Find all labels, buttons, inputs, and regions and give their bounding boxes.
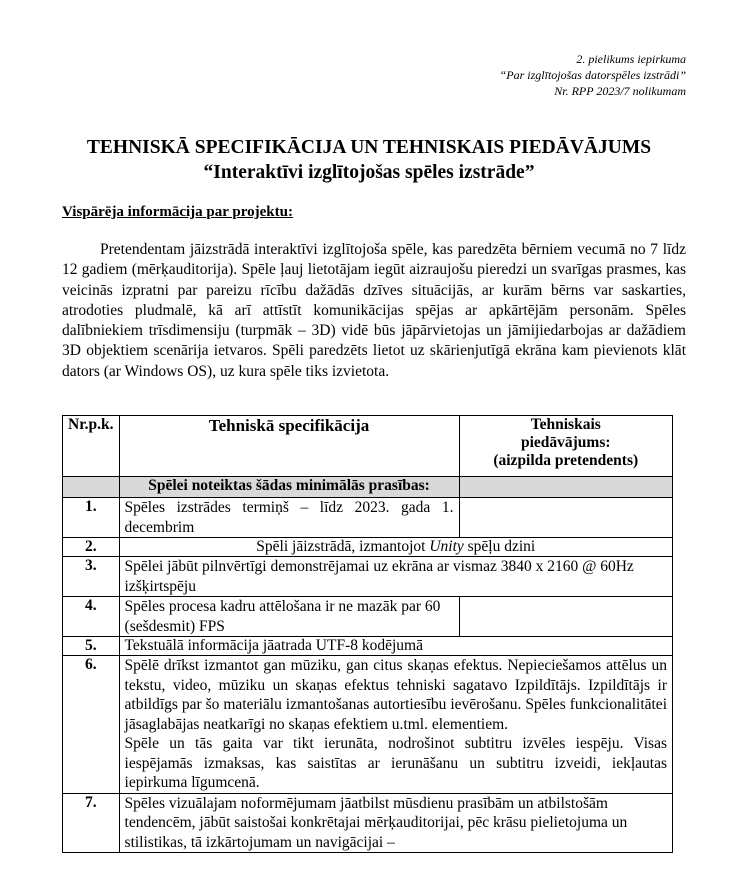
row-spec-paragraph-1: Spēlē drīkst izmantot gan mūziku, gan citus skaņas efektus. Nepieciešamos attēlus un tekstu, video, mūziku un skaņas efektus tehniski sagatavo Izpildītājs. Izpildītājs ir atbildīgs par šo materiālu izmantošanas autortiesību ievērošanu. Spēles funkcionalitātei jāsaglabājas neatkarīgi no skaņas efektiem u.tml. elementiem. [124,657,667,733]
row-spec-text [119,656,672,794]
row-spec-text: Tekstuālā informācija jāatrada UTF-8 kodējumā [119,637,672,656]
offer-cell[interactable] [459,498,672,538]
table-row [63,656,673,794]
row-spec-text [119,538,672,557]
table-header-row [63,416,673,477]
header-offer-line-2: piedāvājums: [520,434,611,451]
header-offer-line-1: Tehniskais [530,416,601,433]
header-offer [459,416,672,477]
annex-note-line-2: “Par izglītojošas datorspēles izstrādi” [499,68,686,82]
row-number: 2. [63,538,120,557]
document-title: TEHNISKĀ SPECIFIKĀCIJA UN TEHNISKAIS PIEDĀVĀJUMS [86,137,652,158]
row-number: 1. [63,498,120,538]
offer-cell[interactable] [459,597,672,637]
unity-engine-name: Unity [429,538,464,555]
row-spec-text: Spēlei jābūt pilnvērtīgi demonstrējamai uz ekrāna ar vismaz 3840 x 2160 @ 60Hz izšķirtspēju [119,557,672,597]
table-row [63,793,673,853]
row-spec-text: Spēles procesa kadru attēlošana ir ne mazāk par 60 (sešdesmit) FPS [119,597,459,637]
row-number: 4. [63,597,120,637]
row-number: 5. [63,637,120,656]
row-number: 7. [63,793,120,853]
section-heading: Vispārēja informācija par projektu: [62,204,293,220]
header-specification: Tehniskā specifikācija [119,416,459,477]
document-subtitle: “Interaktīvi izglītojošas spēles izstrāde” [203,162,535,183]
table-row [63,538,673,557]
table-row [63,597,673,637]
row-spec-text: Spēles izstrādes termiņš – līdz 2023. gada 1. decembrim [119,498,459,538]
table-row [63,498,673,538]
row-number: 3. [63,557,120,597]
table-row [63,557,673,597]
header-offer-line-3: (aizpilda pretendents) [493,452,639,469]
annex-note-line-3: Nr. RPP 2023/7 nolikumam [554,84,686,98]
row-number: 6. [63,656,120,794]
row-spec-paragraph-2: Spēle un tās gaita var tikt ierunāta, nodrošinot subtitru izvēles iespēju. Visas iespējamās izmaksas, kas saistītas ar ierunāšanu un subtitru izveidi, iekļautas iepirkuma līgumcenā. [124,735,667,791]
row-spec-text: Spēles vizuālajam noformējumam jāatbilst mūsdienu prasībām un atbilstošām tendencēm, jābūt saistošai konkrētajai mērķauditorijai, pēc krāsu pielietojuma un stilistikas, tā izkārtojumam un navigācijai – [119,793,672,853]
subheader-empty-cell [63,477,120,498]
annex-note-line-1: 2. pielikums iepirkuma [576,52,686,66]
subheader-empty-cell [459,477,672,498]
specification-table [62,415,673,853]
row-spec-text-part: spēļu dzini [463,538,536,555]
header-nr: Nr.p.k. [63,416,120,477]
annex-reference-note [500,51,686,99]
table-row [63,637,673,656]
table-subheader-row [63,477,673,498]
subheader-cell: Spēlei noteiktas šādas minimālās prasības: [119,477,459,498]
intro-paragraph: Pretendentam jāizstrādā interaktīvi izglītojoša spēle, kas paredzēta bērniem vecumā no 7 līdz 12 gadiem (mērķauditorija). Spēle ļauj lietotājam iegūt aizraujošu pieredzi un svarīgas prasmes, kas veicinās izpratni par pareizu rīcību dažādās dzīves situācijās, ar kurām bērns var saskarties, atrodoties pludmalē, kā arī attīstīt komunikācijas spējas ar apkārtējām personām. Spēles dalībniekiem trīsdimensiju (turpmāk – 3D) vidē būs jāpārvietojas un jāmijiedarbojas ar dažādiem 3D objektiem scenārija ietvaros. Spēli paredzēts lietot uz skārienjutīgā ekrāna kam pievienots klāt dators (ar Windows OS), uz kura spēle tiks izvietota. [62,241,686,380]
row-spec-text-part: Spēli jāizstrādā, izmantojot [256,538,430,555]
